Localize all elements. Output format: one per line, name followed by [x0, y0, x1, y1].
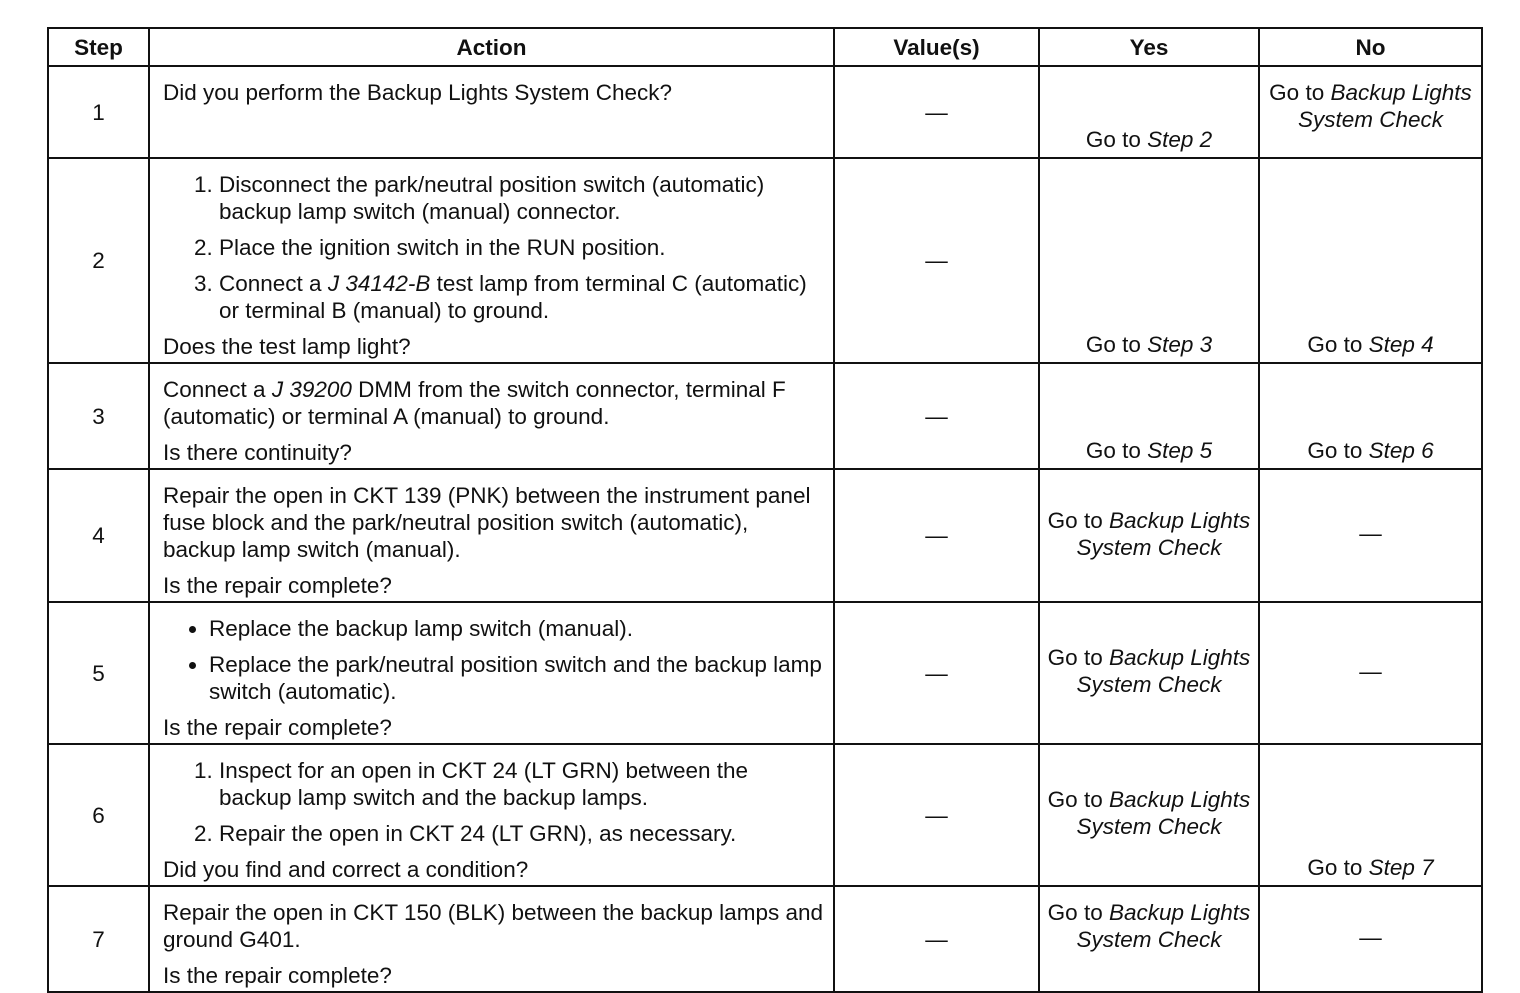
- go-to-prefix: Go to: [1047, 787, 1103, 812]
- table-row: [48, 469, 1482, 602]
- action-text: Replace the backup lamp switch (manual).: [209, 616, 633, 641]
- step-number: 3: [48, 363, 149, 469]
- action-paragraph: Repair the open in CKT 150 (BLK) between the backup lamps and ground G401.: [163, 900, 823, 952]
- action-question: Did you find and correct a condition?: [163, 857, 529, 882]
- step-number: 5: [48, 602, 149, 744]
- bullet-list: [163, 615, 823, 705]
- table-row: [48, 744, 1482, 886]
- table-row: [48, 363, 1482, 469]
- value-cell: —: [834, 469, 1039, 602]
- yes-result: [1039, 158, 1259, 363]
- yes-result: [1039, 66, 1259, 158]
- action-text: Place the ignition switch in the RUN position.: [219, 235, 666, 260]
- empty-result-dash: —: [1359, 924, 1382, 950]
- no-result: [1259, 66, 1482, 158]
- list-item: [219, 757, 823, 811]
- value-cell: —: [834, 744, 1039, 886]
- action-text: Repair the open in CKT 24 (LT GRN), as necessary.: [219, 821, 737, 846]
- go-to-prefix: Go to: [1047, 900, 1103, 925]
- header-values: Value(s): [834, 28, 1039, 66]
- yes-result: [1039, 469, 1259, 602]
- action-question: Is the repair complete?: [163, 963, 392, 988]
- action-question: Is the repair complete?: [163, 715, 392, 740]
- go-to-target-link[interactable]: Backup Lights System Check: [1076, 507, 1251, 560]
- list-item: [219, 171, 823, 225]
- go-to-target-link[interactable]: Step 5: [1147, 438, 1213, 463]
- action-cell: [149, 158, 834, 363]
- action-text: Replace the park/neutral position switch and the backup lamp switch (automatic).: [209, 652, 822, 704]
- yes-result: [1039, 886, 1259, 992]
- table-row: [48, 886, 1482, 992]
- list-item: [219, 234, 823, 261]
- go-to-target-link[interactable]: Step 4: [1368, 332, 1434, 357]
- diagnostic-table: [47, 27, 1483, 993]
- go-to-prefix: Go to: [1307, 332, 1363, 357]
- table-row: [48, 602, 1482, 744]
- action-cell: [149, 744, 834, 886]
- list-item: [219, 270, 823, 324]
- go-to-prefix: Go to: [1307, 855, 1363, 880]
- value-cell: —: [834, 886, 1039, 992]
- go-to-target-link[interactable]: Step 2: [1147, 127, 1213, 152]
- action-text: Disconnect the park/neutral position switch (automatic) backup lamp switch (manual) connector.: [219, 172, 765, 224]
- step-number: 4: [48, 469, 149, 602]
- action-cell: [149, 66, 834, 158]
- go-to-target-link[interactable]: Backup Lights System Check: [1076, 900, 1251, 952]
- header-no: No: [1259, 28, 1482, 66]
- go-to-prefix: Go to: [1047, 645, 1103, 670]
- go-to-prefix: Go to: [1047, 507, 1103, 533]
- action-cell: [149, 886, 834, 992]
- table-row: [48, 158, 1482, 363]
- go-to-prefix: Go to: [1085, 127, 1141, 152]
- list-item: [209, 615, 823, 642]
- table-header-row: [48, 28, 1482, 66]
- yes-result: [1039, 363, 1259, 469]
- action-paragraph: Did you perform the Backup Lights System Check?: [163, 80, 672, 105]
- action-paragraph: [163, 376, 823, 430]
- numbered-steps: [163, 171, 823, 324]
- empty-result-dash: —: [1359, 521, 1382, 546]
- go-to-prefix: Go to: [1269, 80, 1325, 105]
- go-to-prefix: Go to: [1085, 438, 1141, 463]
- step-number: 7: [48, 886, 149, 992]
- action-question: Is there continuity?: [163, 440, 352, 465]
- action-question: Is the repair complete?: [163, 573, 392, 598]
- go-to-prefix: Go to: [1307, 438, 1363, 463]
- action-cell: [149, 469, 834, 602]
- go-to-prefix: Go to: [1085, 332, 1141, 357]
- go-to-target-link[interactable]: Backup Lights System Check: [1076, 787, 1251, 839]
- action-text: test lamp from terminal C (automatic) or terminal B (manual) to ground.: [219, 271, 807, 323]
- action-cell: [149, 363, 834, 469]
- value-cell: —: [834, 363, 1039, 469]
- no-result: [1259, 363, 1482, 469]
- action-paragraph: Repair the open in CKT 139 (PNK) between the instrument panel fuse block and the park/neutral position switch (automatic), backup lamp switch (manual).: [163, 483, 811, 562]
- action-cell: [149, 602, 834, 744]
- no-result: [1259, 158, 1482, 363]
- no-result: [1259, 469, 1482, 602]
- table-row: [48, 66, 1482, 158]
- go-to-target-link[interactable]: Step 7: [1368, 855, 1434, 880]
- go-to-target-link[interactable]: Step 3: [1147, 332, 1213, 357]
- value-cell: —: [834, 158, 1039, 363]
- tool-reference: J 39200: [271, 377, 352, 402]
- empty-result-dash: —: [1359, 658, 1382, 684]
- step-number: 6: [48, 744, 149, 886]
- yes-result: [1039, 744, 1259, 886]
- no-result: [1259, 602, 1482, 744]
- header-yes: Yes: [1039, 28, 1259, 66]
- action-text: Inspect for an open in CKT 24 (LT GRN) between the backup lamp switch and the backup lamps.: [219, 758, 749, 810]
- action-text: DMM from the switch connector, terminal F (automatic) or terminal A (manual) to ground.: [163, 377, 786, 429]
- action-text: Connect a: [219, 271, 328, 296]
- list-item: [209, 651, 823, 705]
- tool-reference: J 34142-B: [327, 271, 431, 296]
- no-result: [1259, 744, 1482, 886]
- value-cell: —: [834, 66, 1039, 158]
- numbered-steps: [163, 757, 823, 847]
- header-action: Action: [149, 28, 834, 66]
- action-text: Connect a: [163, 377, 272, 402]
- yes-result: [1039, 602, 1259, 744]
- header-step: Step: [48, 28, 149, 66]
- go-to-target-link[interactable]: Step 6: [1368, 438, 1434, 463]
- step-number: 2: [48, 158, 149, 363]
- step-number: 1: [48, 66, 149, 158]
- go-to-target-link[interactable]: Backup Lights System Check: [1297, 80, 1472, 132]
- go-to-target-link[interactable]: Backup Lights System Check: [1076, 645, 1251, 697]
- no-result: [1259, 886, 1482, 992]
- value-cell: —: [834, 602, 1039, 744]
- list-item: [219, 820, 823, 847]
- action-question: Does the test lamp light?: [163, 334, 411, 359]
